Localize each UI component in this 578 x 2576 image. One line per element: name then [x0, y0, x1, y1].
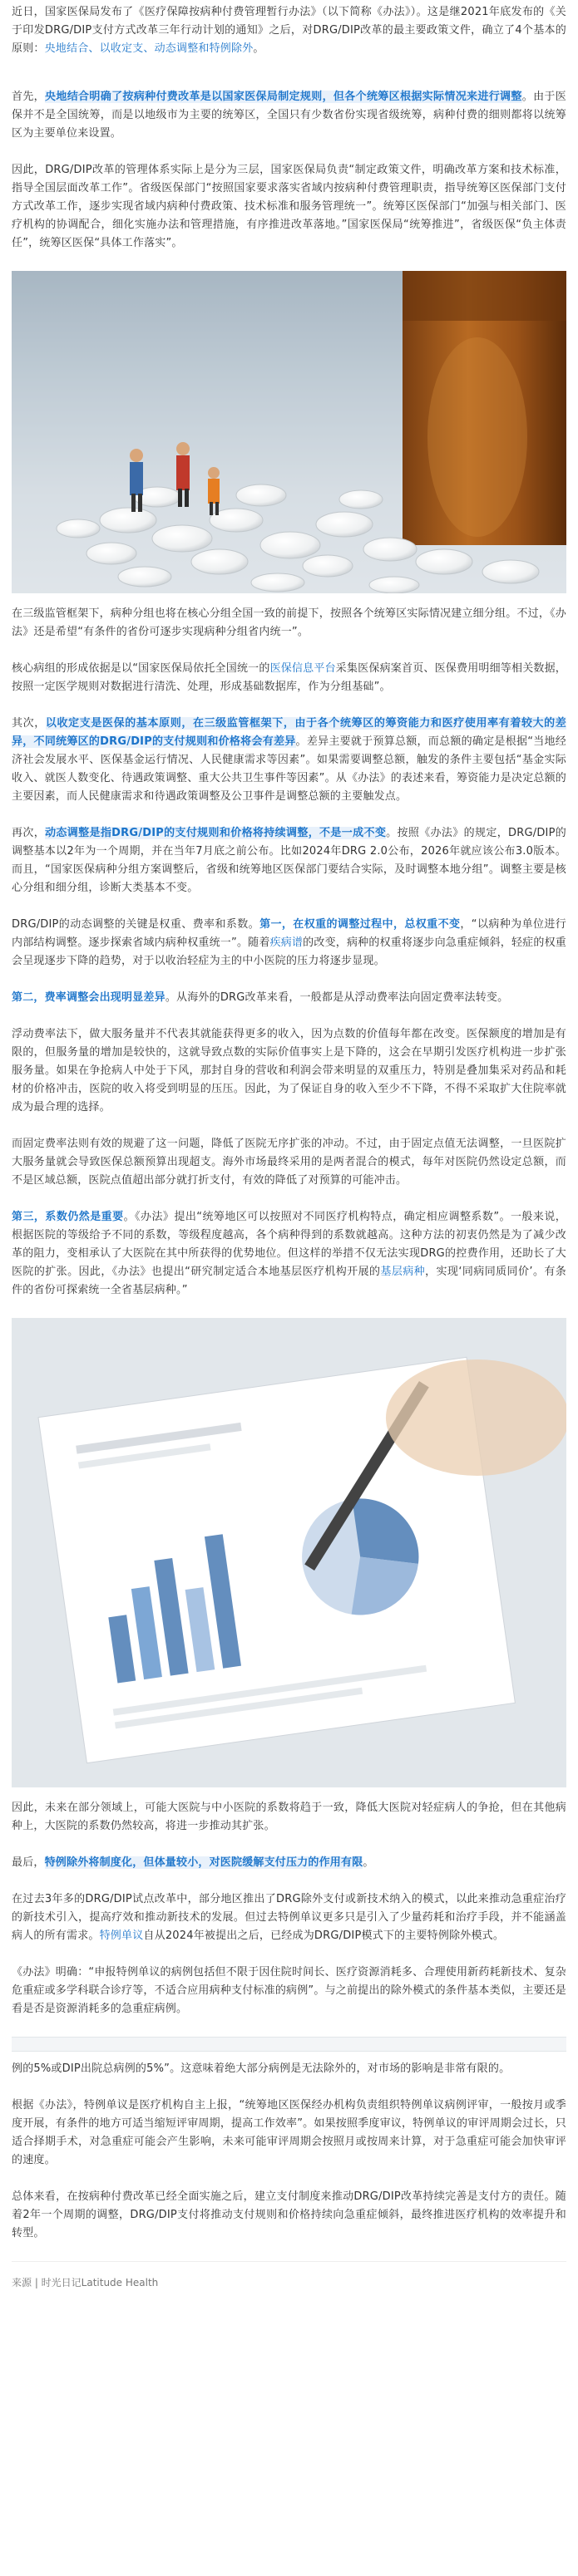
highlight-budget: 以收定支是医保的基本原则，在三级监管框架下，由于各个统筹区的筹资能力和医疗使用率有着较大的差异，不同统筹区的DRG/DIP的支付规则和价格将会有差异	[12, 717, 567, 748]
text-prefix: 例的5%或DIP出院总病例的5%”	[12, 2062, 170, 2075]
intro-end: 。	[253, 42, 264, 55]
paragraph-central-local	[12, 88, 566, 143]
text-body: 自从2024年被提出之后，已经成为DRG/DIP模式下的主要特例除外模式。	[143, 1930, 505, 1942]
paragraph-budget	[12, 715, 566, 806]
text-mid: 。《办法》提出“统筹地区可以按照对不同医疗机构特点，确定相应调整系数”。一般来说，根据医院的等级给予不同的系数，等级程度越高，各个病种得到的系数就越高。这种方法的初衷仍然是为了减少改革的阻力，变相承认了大医院在其中所获得的优势地位。但这样的举措不仅无法实现DRG的控费作用，还助长了大医院的扩张。因此，《办法》也提出“研究制定适合本地基层医疗机构开展的	[12, 1211, 566, 1278]
scroll-divider	[12, 2037, 566, 2052]
paragraph-pilot	[12, 1890, 566, 1945]
text-body: 。按照《办法》的规定，DRG/DIP的调整基本以2年为一个周期，并在当年7月底之前公布。比如2024年DRG 2.0公布，2026年就应该公布3.0版本。而且，“国家医保病种分组方案调整后，省级和统筹地区医保部门要结合实际，及时调整本地分组”。调整主要是核心分组和细分组，诊断大类基本不变。	[12, 827, 566, 894]
figure-pills-people	[12, 271, 566, 593]
text-body: 。由于医保并不是全国统筹，而是以地级市为主要的统筹区，全国只有少数省份实现省级统筹，病种付费的细则都将以统筹区为主要单位来设置。	[12, 91, 566, 140]
text-prefix: 再次，	[12, 827, 46, 839]
text-body: 。差异主要就于预算总额，而总额的确定是根据“当地经济社会发展水平、医保基金运行情况、人民健康需求等因素”。如果需要调整总额，触发的条件主要包括“基金实际收入、就医人数变化、待遇政策调整、重大公共卫生事件等因素”。从《办法》的表述来看，筹资能力是决定总额的主要因素，而人民健康需求和待遇政策调整及公卫事件是调整总额的主要触发点。	[12, 735, 566, 803]
intro-principles: 央地结合、以收定支、动态调整和特例除外	[44, 42, 254, 55]
paragraph-dynamic	[12, 824, 566, 897]
paragraph-conclusion: 总体来看，在按病种付费改革已经全面实施之后，建立支付制度来推动DRG/DIP改革持续完善是支付方的责任。随着2年一个周期的调整，DRG/DIP支付将推动支付规则和价格持续向急重症倾斜，最终推进医疗机构的效率提升和转型。	[12, 2190, 566, 2239]
paragraph-rates	[12, 989, 566, 1007]
link-primary-diseases[interactable]: 基层病种	[380, 1266, 426, 1278]
text-prefix: 第三，	[12, 1211, 46, 1223]
text-prefix: 首先，	[12, 91, 46, 103]
source-label: 来源 | 时光日记Latitude Health	[12, 2277, 159, 2288]
text-body: 。这意味着绝大部分病例是无法除外的，对市场的影响是非常有限的。	[170, 2062, 511, 2075]
paragraph-coefficients	[12, 1208, 566, 1300]
paragraph-fixed-rate: 而固定费率法则有效的规避了这一问题，降低了医院无序扩张的冲动。不过，由于固定点值无法调整，一旦医院扩大服务量就会导致医保总额预算出现超支。海外市场最终采用的是两者混合的模式，每年对医院仍然设定总额，而不是区域总额，医院点值超出部分就打折支付，有效的降低了对预算的可能冲击。	[12, 1138, 566, 1187]
highlight-dynamic: 动态调整是指DRG/DIP的支付规则和价格将持续调整，不是一成不变	[45, 827, 387, 839]
link-special-cases[interactable]: 特例单议	[99, 1930, 144, 1942]
highlight-exceptions: 特例除外将制度化，但体量较小，对医院缓解支付压力的作用有限	[44, 1856, 363, 1869]
paragraph-core-groups	[12, 660, 566, 696]
text-end: 。	[363, 1856, 374, 1869]
text-body: 采集医保病案首页、医保费用明细等相关数据，按照一定医学规则对数据进行清洗、处理，形成基础数据库，作为分组基础”。	[12, 662, 567, 693]
text-prefix: 其次，	[12, 717, 46, 730]
highlight-central-local: 央地结合明确了按病种付费改革是以国家医保局制定规则，但各个统筹区根据实际情况来进行调整	[45, 91, 522, 103]
paragraph-future: 因此，未来在部分领域上，可能大医院与中小医院的系数将趋于一致，降低大医院对轻症病人的争抢，但在其他病种上，大医院的系数仍然较高，将进一步推动其扩张。	[12, 1802, 566, 1832]
link-medical-insurance-platform[interactable]: 医保信息平台	[269, 662, 336, 675]
figure-documents-chart	[12, 1318, 566, 1787]
paragraph-measures: 《办法》明确：“申报特例单议的病例包括但不限于因住院时间长、医疗资源消耗多、合理使用新药耗新技术、复杂危重症或多学科联合诊疗等，不适合应用病种支付标准的病例”。与之前提出的除外模式的条件基本类似，主要还是看是否是资源消耗多的急重症病例。	[12, 1966, 566, 2015]
highlight-weights: 第一，在权重的调整过程中，总权重不变	[259, 918, 461, 931]
text-prefix: 最后，	[12, 1856, 45, 1869]
documents-chart-image	[12, 1318, 566, 1787]
paragraph-floating-rate: 浮动费率法下，做大服务量并不代表其就能获得更多的收入，因为点数的价值每年都在改变。医保额度的增加是有限的，但服务量的增加是较快的，这就导致点数的实际价值事实上是下降的，这会在早期引发医疗机构进一步扩张服务量。如果在争抢病人中处于下风，那封自身的营收和利润会带来明显的双重压力，特别是叠加集采对药品和耗材的价格冲击，医院的收入将受到明显的压压。因此，为了保证自身的收入至少不下降，不得不采取扩大住院率就成为最合理的选择。	[12, 1028, 566, 1113]
source-footer	[12, 2261, 566, 2308]
highlight-rates: 费率调整会出现明显差异	[44, 991, 165, 1004]
paragraph-review: 根据《办法》，特例单议是医疗机构自主上报，“统筹地区医保经办机构负责组织特例单议病例评审，一般按月或季度开展，有条件的地方可适当缩短评审周期，提高工作效率”。如果按照季度审议，特例单议的审评周期会过长，只适合择期手术，对急重症可能会产生影响，未来可能审评周期会按照月或按周来计算，对于急重症可能会加快审评的速度。	[12, 2099, 566, 2166]
highlight-coefficients: 系数仍然是重要	[45, 1211, 124, 1223]
pills-figurines-image	[12, 271, 566, 593]
text-prefix: 核心病组的形成依据是以“国家医保局依托全国统一的	[12, 662, 270, 675]
paragraph-intro	[12, 0, 566, 58]
text-body: 的改变，病种的权重将逐步向急重症倾斜，轻症的权重会呈现逐步下降的趋势，对于以收治轻症为主的中小医院的压力将逐步显现。	[12, 937, 566, 967]
text-body: ，实现‘同病同质同价’。有条件的省份可探索统一全省基层病种。”	[12, 1266, 566, 1296]
text-body: 。从海外的DRG改革来看，一般都是从浮动费率法向固定费率法转变。	[165, 991, 509, 1004]
link-disease-spectrum[interactable]: 疾病谱	[269, 937, 304, 949]
paragraph-grouping: 在三级监管框架下，病种分组也将在核心分组全国一致的前提下，按照各个统筹区实际情况建立细分组。不过，《办法》还是希望“有条件的省份可逐步实现病种分组省内统一”。	[12, 607, 566, 638]
paragraph-three-tier: 因此，DRG/DIP改革的管理体系实际上是分为三层，国家医保局负责“制定政策文件，明确改革方案和技术标准，指导全国层面改革工作”。省级医保部门“按照国家要求落实省域内按病种付费管理职责，指导统筹区医保部门支付方式改革工作，逐步实现省域内病种付费政策、技术标准和服务管理统一”。统筹区医保部门“加强与相关部门、医疗机构的协调配合，细化实施办法和管理措施，有序推进改革落地。”国家医保局“统筹推进”，省级医保“负主体责任”，统筹区医保“具体工作落实”。	[12, 164, 566, 249]
text-prefix: DRG/DIP的动态调整的关键是权重、费率和系数。	[12, 918, 260, 931]
paragraph-weights	[12, 916, 566, 971]
text-mid: ，“以病种为单位进行内部结构调整。逐步探索省域内病种权重统一”。随着	[12, 918, 566, 949]
text-prefix: 第二，	[12, 991, 45, 1004]
paragraph-exceptions	[12, 1854, 566, 1872]
paragraph-five-percent	[12, 2060, 566, 2078]
intro-text: 近日，国家医保局发布了《医疗保障按病种付费管理暂行办法》（以下简称《办法》）。这是继2021年底发布的《关于印发DRG/DIP支付方式改革三年行动计划的通知》之后，对DRG/DIP改革的最主要政策文件，确立了4个基本的原则：	[12, 6, 566, 55]
text-prefix: 在过去3年多的DRG/DIP试点改革中，部分地区推出了DRG除外支付或新技术纳入的模式，以此来推动急重症治疗的新技术引入，提高疗效和推动新技术的发展。但过去特例单议更多只是引入了少量药耗和治疗手段，并不能涵盖病人的所有需求。	[12, 1893, 566, 1942]
